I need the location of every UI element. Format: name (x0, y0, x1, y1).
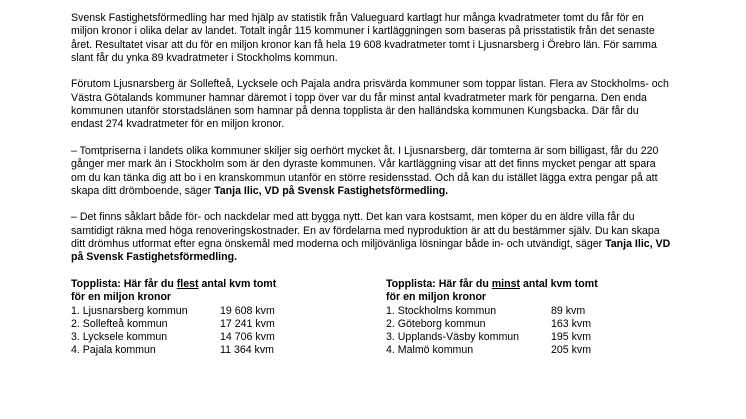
title-emphasis: minst (491, 277, 521, 290)
quote-text: – Det finns såklart både för- och nackdelar med att bygga nytt. Det kan vara kostsamt, men köper du en äldre villa får du samtidigt räkna med höga renoveringskostnader. En av fördelarna med nyproduktion är att du bestämmer själv. Du kan skapa ditt drömhus utformat efter egna önskemål med moderna och miljövänliga lösningar både in- och utvändigt, säger (71, 211, 660, 251)
municipality-name: 4. Malmö kommun (386, 344, 474, 357)
list-item (386, 305, 676, 318)
paragraph-quote-building-new (71, 211, 671, 264)
list-item (386, 344, 676, 357)
toplist-title-line2: för en miljon kronor (71, 291, 172, 304)
toplist-title-line2: för en miljon kronor (386, 291, 487, 304)
list-item (71, 331, 371, 344)
list-item (386, 318, 676, 331)
municipality-name: 3. Upplands-Väsby kommun (386, 331, 520, 344)
toplist-title: Topplista: Här får du minst antal kvm tomt (386, 277, 598, 290)
list-item (386, 331, 676, 344)
list-item (71, 318, 371, 331)
quote-attribution: Tanja Ilic, VD på Svensk Fastighetsförmedling. (71, 238, 671, 264)
sqm-value: 205 kvm (551, 344, 592, 357)
municipality-name: 1. Stockholms kommun (386, 304, 497, 317)
paragraph-affordable-municipalities: Förutom Ljusnarsberg är Sollefteå, Lycksele och Pajala andra prisvärda kommuner som toppar listan. Flera av Stockholms- och Västra Götalands kommuner hamnar däremot i topp över var du får minst antal kvadratmeter mark för pengarna. Den enda kommunen utanför storstadslänen som hamnar på denna topplista är den halländska kommunen Kungsbacka. Där får du endast 274 kvadratmeter för en miljon kronor. (71, 78, 669, 131)
paragraph-intro: Svensk Fastighetsförmedling har med hjälp av statistik från Valueguard kartlagt hur många kvadratmeter tomt du får för en miljon kronor i olika delar av landet. Totalt ingår 115 kommuner i kartläggningen som baseras på prisstatistik från det senaste året. Resultatet visar att du för en miljon kronor kan få hela 19 608 kvadratmeter tomt i Ljusnarsberg i Örebro län. För samma slant får du ynka 89 kvadratmeter i Stockholms kommun. (71, 12, 657, 64)
toplist-least-sqm (386, 278, 676, 358)
paragraph-quote-price-differences (71, 145, 671, 198)
sqm-value: 19 608 kvm (220, 304, 275, 317)
sqm-value: 89 kvm (551, 304, 586, 317)
press-release-document (71, 12, 671, 368)
municipality-name: 3. Lycksele kommun (71, 331, 168, 344)
municipality-name: 2. Göteborg kommun (386, 317, 486, 330)
municipality-name: 4. Pajala kommun (71, 344, 156, 357)
sqm-value: 195 kvm (551, 331, 592, 344)
municipality-name: 2. Sollefteå kommun (71, 317, 168, 330)
toplist-most-sqm (71, 278, 371, 358)
sqm-value: 163 kvm (551, 317, 592, 330)
list-item (71, 305, 371, 318)
sqm-value: 11 364 kvm (220, 344, 274, 357)
sqm-value: 14 706 kvm (220, 331, 275, 344)
quote-text: – Tomtpriserna i landets olika kommuner skiljer sig oerhört mycket åt. I Ljusnarsberg, där tomterna är som billigast, får du 220 gånger mer mark än i Stockholm som är den dyraste kommunen. Vår kartläggning visar att det finns mycket pengar att spara om du kan tänka dig att bo i en kranskommun utanför en större residensstad. Och då kan du istället lägga extra pengar på att skapa ditt drömboende, säger (71, 144, 659, 197)
toplist-title: Topplista: Här får du flest antal kvm tomt (71, 277, 277, 290)
title-emphasis: flest (176, 277, 199, 290)
list-item (71, 344, 371, 357)
sqm-value: 17 241 kvm (220, 317, 275, 330)
toplists (71, 278, 671, 368)
quote-attribution: Tanja Ilic, VD på Svensk Fastighetsförmedling. (214, 184, 449, 197)
municipality-name: 1. Ljusnarsberg kommun (71, 304, 188, 317)
